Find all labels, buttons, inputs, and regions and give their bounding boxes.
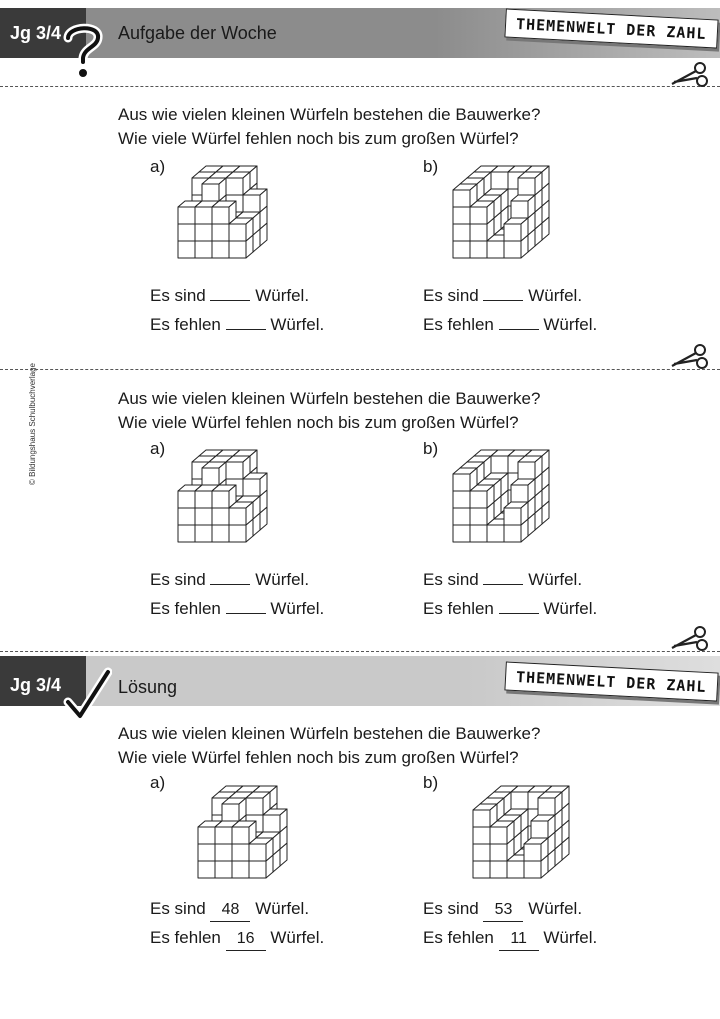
answer-value[interactable]: 53	[483, 901, 523, 922]
answer-count-b: Es sind 53 Würfel.	[423, 899, 582, 922]
question-2: Wie viele Würfel fehlen noch bis zum großen Würfel?	[118, 129, 519, 148]
cube-structure-a	[190, 778, 310, 888]
cut-line	[0, 651, 720, 652]
cut-line	[0, 369, 720, 370]
page-title: Lösung	[118, 677, 178, 697]
label-b: b)	[423, 439, 439, 458]
answer-blank[interactable]	[483, 564, 523, 585]
cube-structure-a	[170, 442, 290, 552]
answer-missing-a: Es fehlen 16 Würfel.	[150, 928, 324, 951]
answer-missing-b: Es fehlen 11 Würfel.	[423, 928, 597, 951]
answer-count-a: Es sind Würfel.	[150, 280, 309, 306]
answer-blank[interactable]	[210, 280, 250, 301]
label-a: a)	[150, 773, 166, 792]
cube-structure-a	[170, 158, 290, 268]
answer-blank[interactable]	[499, 309, 539, 330]
cube-structure-b	[445, 442, 565, 552]
label-a: a)	[150, 439, 166, 458]
answer-blank[interactable]	[483, 280, 523, 301]
answer-missing-b: Es fehlen Würfel.	[423, 309, 597, 335]
answer-value[interactable]: 48	[210, 901, 250, 922]
question-1: Aus wie vielen kleinen Würfeln bestehen die Bauwerke?	[118, 724, 541, 743]
answer-blank[interactable]	[226, 309, 266, 330]
answer-blank[interactable]	[226, 593, 266, 614]
page-title: Aufgabe der Woche	[118, 23, 277, 43]
copyright: © Bildungshaus Schulbuchverlage	[28, 363, 37, 485]
themenwelt-stamp: THEMENWELT DER ZAHL	[504, 661, 718, 701]
answer-blank[interactable]	[499, 593, 539, 614]
label-a: a)	[150, 157, 166, 176]
scissors-icon	[670, 62, 710, 92]
cube-structure-b	[445, 158, 565, 268]
themenwelt-stamp: THEMENWELT DER ZAHL	[504, 8, 718, 48]
answer-missing-a: Es fehlen Würfel.	[150, 309, 324, 335]
answer-blank[interactable]	[210, 564, 250, 585]
question-mark-icon	[62, 22, 106, 80]
cut-line	[0, 86, 720, 87]
scissors-icon	[670, 626, 710, 656]
label-b: b)	[423, 157, 439, 176]
grade-badge: Jg 3/4	[10, 23, 62, 43]
answer-missing-b: Es fehlen Würfel.	[423, 593, 597, 619]
question-1: Aus wie vielen kleinen Würfeln bestehen die Bauwerke?	[118, 105, 541, 124]
checkmark-icon	[62, 664, 112, 722]
cube-structure-b	[465, 778, 585, 888]
answer-count-a: Es sind 48 Würfel.	[150, 899, 309, 922]
question-2: Wie viele Würfel fehlen noch bis zum großen Würfel?	[118, 748, 519, 767]
answer-count-b: Es sind Würfel.	[423, 280, 582, 306]
label-b: b)	[423, 773, 439, 792]
question-2: Wie viele Würfel fehlen noch bis zum großen Würfel?	[118, 413, 519, 432]
answer-value[interactable]: 11	[499, 930, 539, 951]
question-1: Aus wie vielen kleinen Würfeln bestehen die Bauwerke?	[118, 389, 541, 408]
answer-missing-a: Es fehlen Würfel.	[150, 593, 324, 619]
scissors-icon	[670, 344, 710, 374]
answer-count-a: Es sind Würfel.	[150, 564, 309, 590]
answer-count-b: Es sind Würfel.	[423, 564, 582, 590]
grade-badge: Jg 3/4	[10, 675, 62, 695]
answer-value[interactable]: 16	[226, 930, 266, 951]
